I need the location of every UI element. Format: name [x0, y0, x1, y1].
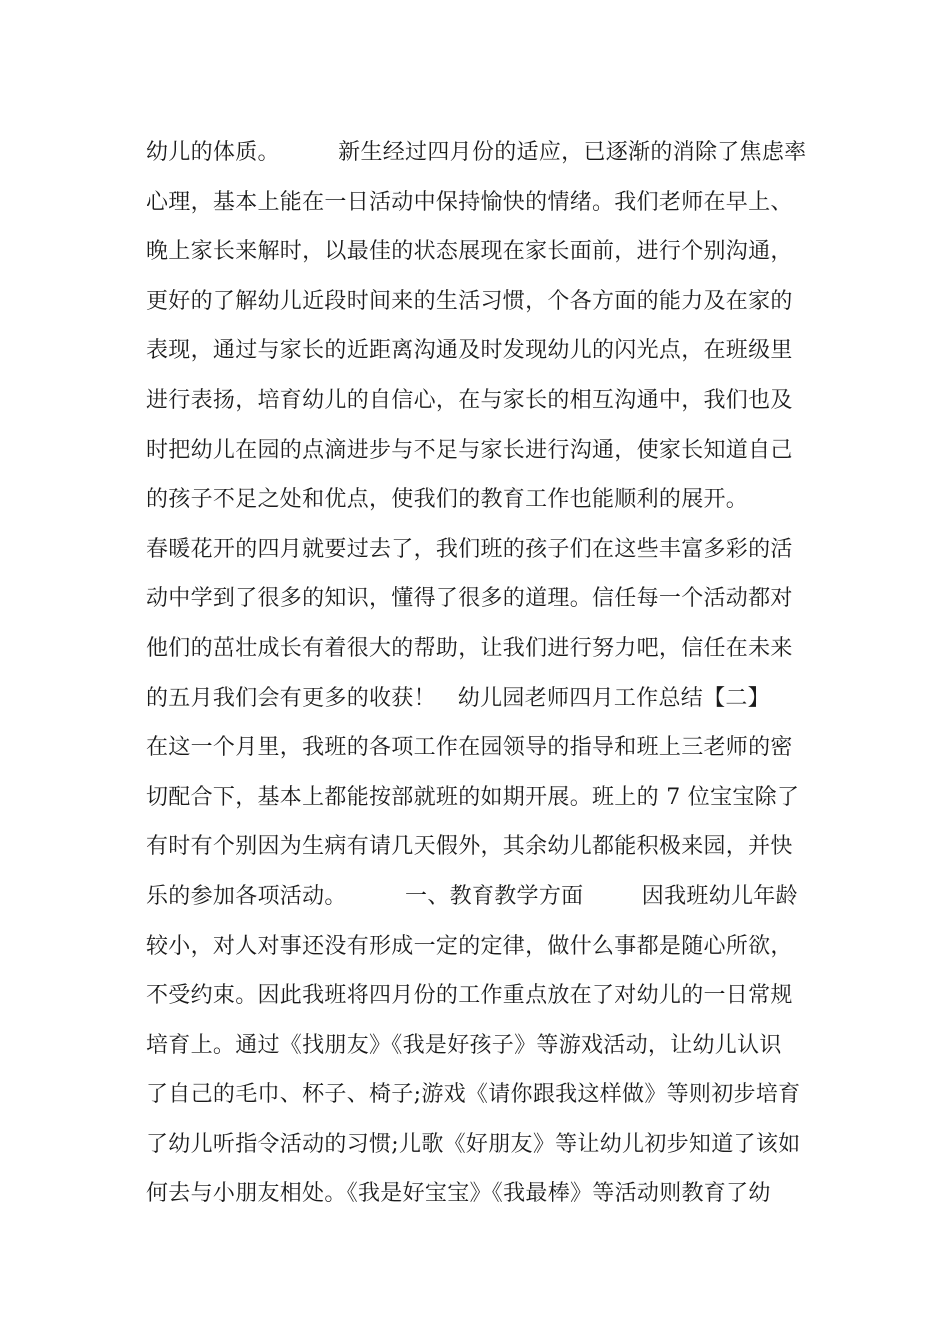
- text-line: 表现，通过与家长的近距离沟通及时发现幼儿的闪光点，在班级里: [146, 338, 793, 364]
- text-line: 了幼儿听指令活动的习惯;儿歌《好朋友》等让幼儿初步知道了该如: [146, 1131, 801, 1157]
- section-title-line: 的五月我们会有更多的收获！ 幼儿园老师四月工作总结【二】: [146, 685, 770, 711]
- document-body-text: [146, 128, 816, 1219]
- text-line: 更好的了解幼儿近段时间来的生活习惯，个各方面的能力及在家的: [146, 288, 793, 314]
- text-line: 动中学到了很多的知识，懂得了很多的道理。信任每一个活动都对: [146, 586, 793, 612]
- text-line: 不受约束。因此我班将四月份的工作重点放在了对幼儿的一日常规: [146, 983, 793, 1009]
- text-line: 进行表扬，培育幼儿的自信心，在与家长的相互沟通中，我们也及: [146, 387, 793, 413]
- text-line: 较小，对人对事还没有形成一定的定律，做什么事都是随心所欲，: [146, 933, 793, 959]
- text-line: 他们的茁壮成长有着很大的帮助，让我们进行努力吧，信任在未来: [146, 635, 793, 661]
- text-line: 时把幼儿在园的点滴进步与不足与家长进行沟通，使家长知道自己: [146, 437, 793, 463]
- text-line: 何去与小朋友相处。《我是好宝宝》《我最棒》等活动则教育了幼: [146, 1181, 771, 1207]
- text-line: 幼儿的体质。 新生经过四月份的适应，已逐渐的消除了焦虑率: [146, 140, 807, 165]
- text-line: 有时有个别因为生病有请几天假外，其余幼儿都能积极来园，并快: [146, 834, 793, 860]
- text-line: 晚上家长来解时，以最佳的状态展现在家长面前，进行个别沟通，: [146, 239, 793, 265]
- text-line: 了自己的毛巾、杯子、椅子;游戏《请你跟我这样做》等则初步培育: [146, 1082, 801, 1108]
- text-line: 的孩子不足之处和优点，使我们的教育工作也能顺利的展开。: [146, 487, 749, 513]
- text-line: 春暖花开的四月就要过去了，我们班的孩子们在这些丰富多彩的活: [146, 536, 793, 562]
- text-line: 切配合下，基本上都能按部就班的如期开展。班上的 7 位宝宝除了: [146, 784, 800, 810]
- text-line: 培育上。通过《找朋友》《我是好孩子》等游戏活动，让幼儿认识: [146, 1032, 782, 1058]
- subsection-heading-line: 乐的参加各项活动。 一、教育教学方面 因我班幼儿年龄: [146, 883, 798, 909]
- text-line: 在这一个月里，我班的各项工作在园领导的指导和班上三老师的密: [146, 735, 793, 761]
- text-line: 心理，基本上能在一日活动中保持愉快的情绪。我们老师在早上、: [146, 189, 793, 215]
